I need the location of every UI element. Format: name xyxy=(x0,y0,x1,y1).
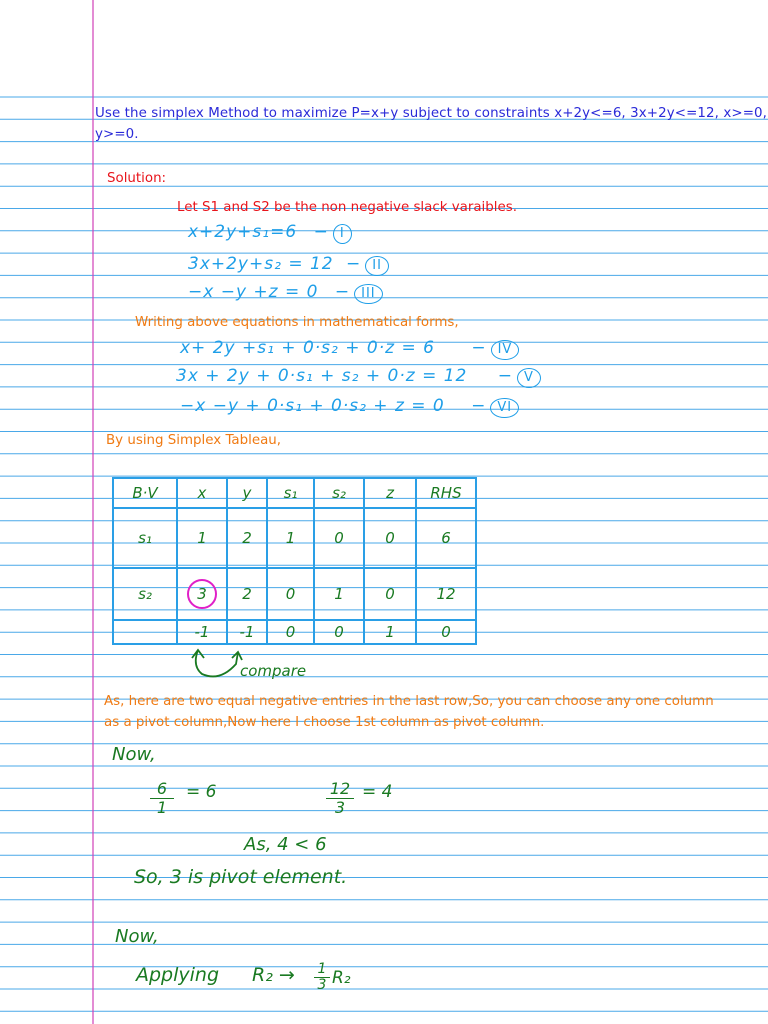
basis-cell xyxy=(113,620,177,644)
header-cell: B·V xyxy=(113,478,177,508)
table-cell: 0 xyxy=(416,620,476,644)
header-cell: RHS xyxy=(416,478,476,508)
table-cell: -1 xyxy=(227,620,267,644)
explanation-line-1: As, here are two equal negative entries in the last row,So, you can choose any one column xyxy=(104,694,714,709)
table-cell: 1 xyxy=(314,568,364,620)
table-cell: 0 xyxy=(314,508,364,568)
tableau-objective-row xyxy=(113,620,476,644)
table-cell: 1 xyxy=(364,620,416,644)
now-label-2: Now, xyxy=(115,926,159,947)
table-cell: 2 xyxy=(227,508,267,568)
tableau-row xyxy=(113,568,476,620)
table-cell: 1 xyxy=(177,508,227,568)
question-line-2: y>=0. xyxy=(95,127,139,142)
tableau-header-row xyxy=(113,478,476,508)
compare-label: compare xyxy=(240,662,307,680)
table-cell: 0 xyxy=(314,620,364,644)
table-cell: -1 xyxy=(177,620,227,644)
table-cell: 0 xyxy=(364,568,416,620)
equation-1: x+2y+s₁=6 − I xyxy=(188,222,352,244)
solution-label: Solution: xyxy=(107,171,167,186)
simplex-tableau xyxy=(112,477,477,645)
table-cell: 0 xyxy=(364,508,416,568)
table-cell: 0 xyxy=(267,620,314,644)
table-cell: 12 xyxy=(416,568,476,620)
header-cell: s₂ xyxy=(314,478,364,508)
table-cell: 0 xyxy=(267,568,314,620)
table-cell: 1 xyxy=(267,508,314,568)
explanation-line-2: as a pivot column,Now here I choose 1st column as pivot column. xyxy=(104,715,545,730)
slack-text: Let S1 and S2 be the non negative slack varaibles. xyxy=(177,200,517,215)
tableau-text: By using Simplex Tableau, xyxy=(106,433,282,448)
question-line-1: Use the simplex Method to maximize P=x+y subject to constraints x+2y<=6, 3x+2y<=12, x>=0, xyxy=(95,106,767,121)
ratio-2-value: = 4 xyxy=(362,782,393,802)
header-cell: z xyxy=(364,478,416,508)
ratio-1: 6 1 xyxy=(150,780,174,817)
header-cell: s₁ xyxy=(267,478,314,508)
writing-text: Writing above equations in mathematical forms, xyxy=(135,315,459,330)
basis-cell: s₁ xyxy=(113,508,177,568)
equation-3: −x −y +z = 0 − III xyxy=(188,282,383,304)
header-cell: y xyxy=(227,478,267,508)
header-cell: x xyxy=(177,478,227,508)
equation-4: x+ 2y +s₁ + 0·s₂ + 0·z = 6 − IV xyxy=(180,338,519,360)
table-cell: 2 xyxy=(227,568,267,620)
equation-2: 3x+2y+s₂ = 12 − II xyxy=(188,254,389,276)
equation-5: 3x + 2y + 0·s₁ + s₂ + 0·z = 12 − V xyxy=(176,366,541,388)
comparison-text: As, 4 < 6 xyxy=(244,834,327,855)
ratio-1-value: = 6 xyxy=(186,782,217,802)
now-label-1: Now, xyxy=(112,744,156,765)
tableau-row xyxy=(113,508,476,568)
pivot-element: 3 xyxy=(187,579,217,609)
pivot-cell xyxy=(177,568,227,620)
table-cell: 6 xyxy=(416,508,476,568)
ratio-2: 12 3 xyxy=(326,780,354,817)
equation-6: −x −y + 0·s₁ + 0·s₂ + z = 0 − VI xyxy=(180,396,519,418)
basis-cell: s₂ xyxy=(113,568,177,620)
pivot-conclusion-text: So, 3 is pivot element. xyxy=(134,866,348,888)
